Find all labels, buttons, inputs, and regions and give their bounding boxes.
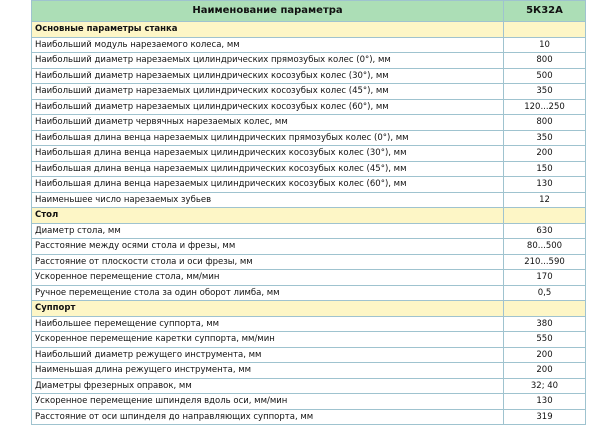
section-value-cell — [504, 301, 586, 317]
table-row — [32, 347, 586, 363]
param-label: Наибольший модуль нарезаемого колеса, мм — [32, 37, 504, 53]
column-header-param: Наименование параметра — [32, 1, 504, 22]
table-body — [32, 22, 586, 425]
param-value: 550 — [504, 332, 586, 348]
param-value: 32; 40 — [504, 378, 586, 394]
param-label: Ускоренное перемещение стола, мм/мин — [32, 270, 504, 286]
param-label: Наименьшее число нарезаемых зубьев — [32, 192, 504, 208]
param-value: 10 — [504, 37, 586, 53]
param-value: 200 — [504, 146, 586, 162]
param-label: Ускоренное перемещение каретки суппорта, мм/мин — [32, 332, 504, 348]
param-value: 150 — [504, 161, 586, 177]
param-value: 0,5 — [504, 285, 586, 301]
param-value: 350 — [504, 84, 586, 100]
table-row — [32, 332, 586, 348]
param-label: Наибольшая длина венца нарезаемых цилиндрических прямозубых колес (0°), мм — [32, 130, 504, 146]
param-label: Диаметры фрезерных оправок, мм — [32, 378, 504, 394]
table-row — [32, 316, 586, 332]
param-label: Наибольший диаметр режущего инструмента, мм — [32, 347, 504, 363]
param-value: 800 — [504, 115, 586, 131]
param-value: 200 — [504, 347, 586, 363]
param-label: Наибольшая длина венца нарезаемых цилиндрических косозубых колес (45°), мм — [32, 161, 504, 177]
table-header-row — [32, 1, 586, 22]
param-value: 210...590 — [504, 254, 586, 270]
table-row — [32, 161, 586, 177]
section-value-cell — [504, 208, 586, 224]
param-label: Наибольший диаметр нарезаемых цилиндрических косозубых колес (45°), мм — [32, 84, 504, 100]
param-label: Диаметр стола, мм — [32, 223, 504, 239]
table-row — [32, 115, 586, 131]
table-row — [32, 130, 586, 146]
section-header-row — [32, 301, 586, 317]
param-label: Расстояние от плоскости стола и оси фрезы, мм — [32, 254, 504, 270]
param-value: 380 — [504, 316, 586, 332]
table-row — [32, 37, 586, 53]
table-row — [32, 254, 586, 270]
table-row — [32, 146, 586, 162]
table-row — [32, 192, 586, 208]
param-label: Расстояние от оси шпинделя до направляющих суппорта, мм — [32, 409, 504, 425]
spec-table — [31, 0, 586, 425]
table-row — [32, 409, 586, 425]
table-row — [32, 270, 586, 286]
param-value: 350 — [504, 130, 586, 146]
param-value: 130 — [504, 394, 586, 410]
table-row — [32, 68, 586, 84]
table-row — [32, 394, 586, 410]
param-label: Наибольшая длина венца нарезаемых цилиндрических косозубых колес (60°), мм — [32, 177, 504, 193]
param-label: Наибольший диаметр нарезаемых цилиндрических прямозубых колес (0°), мм — [32, 53, 504, 69]
param-value: 170 — [504, 270, 586, 286]
table-row — [32, 84, 586, 100]
param-value: 630 — [504, 223, 586, 239]
section-title: Основные параметры станка — [32, 22, 504, 38]
table-row — [32, 223, 586, 239]
param-value: 80...500 — [504, 239, 586, 255]
param-label: Наименьшая длина режущего инструмента, мм — [32, 363, 504, 379]
table-row — [32, 99, 586, 115]
section-value-cell — [504, 22, 586, 38]
table-row — [32, 363, 586, 379]
column-header-model: 5К32А — [504, 1, 586, 22]
param-label: Наибольший диаметр нарезаемых цилиндрических косозубых колес (30°), мм — [32, 68, 504, 84]
spec-table-frame — [31, 0, 585, 422]
param-value: 200 — [504, 363, 586, 379]
section-title: Суппорт — [32, 301, 504, 317]
param-label: Ручное перемещение стола за один оборот лимба, мм — [32, 285, 504, 301]
param-label: Расстояние между осями стола и фрезы, мм — [32, 239, 504, 255]
section-title: Стол — [32, 208, 504, 224]
table-row — [32, 177, 586, 193]
section-header-row — [32, 22, 586, 38]
param-value: 130 — [504, 177, 586, 193]
param-value: 120...250 — [504, 99, 586, 115]
param-value: 800 — [504, 53, 586, 69]
param-value: 12 — [504, 192, 586, 208]
table-row — [32, 285, 586, 301]
param-label: Ускоренное перемещение шпинделя вдоль оси, мм/мин — [32, 394, 504, 410]
param-value: 500 — [504, 68, 586, 84]
table-row — [32, 239, 586, 255]
table-row — [32, 378, 586, 394]
section-header-row — [32, 208, 586, 224]
param-label: Наибольшая длина венца нарезаемых цилиндрических косозубых колес (30°), мм — [32, 146, 504, 162]
table-row — [32, 53, 586, 69]
param-label: Наибольшее перемещение суппорта, мм — [32, 316, 504, 332]
param-label: Наибольший диаметр червячных нарезаемых колес, мм — [32, 115, 504, 131]
param-value: 319 — [504, 409, 586, 425]
param-label: Наибольший диаметр нарезаемых цилиндрических косозубых колес (60°), мм — [32, 99, 504, 115]
